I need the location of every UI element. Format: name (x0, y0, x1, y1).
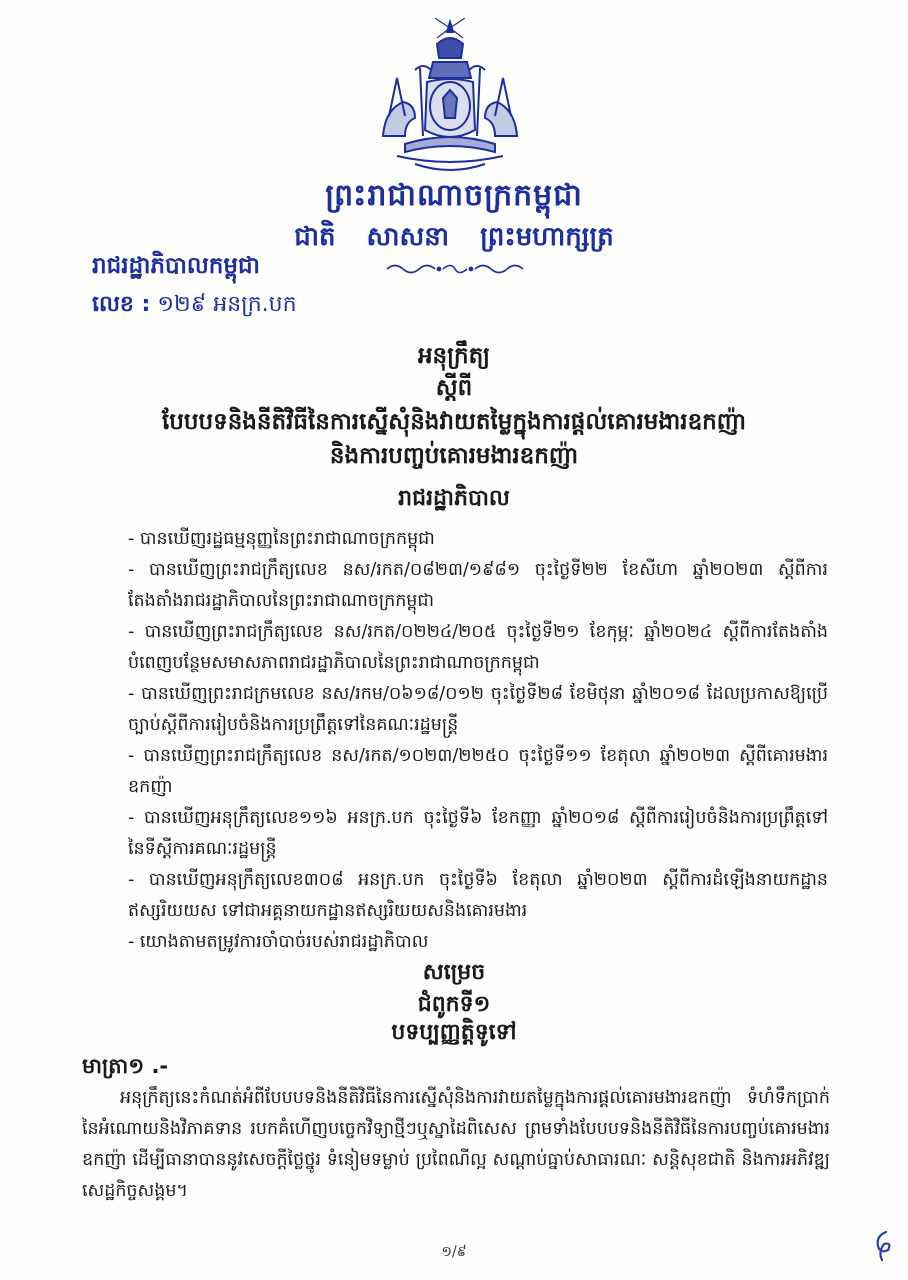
preamble-item: - បានឃើញអនុក្រឹត្យលេខ៣០៨ អនក្រ.បក ចុះថ្ងៃទី៦ ខែតុលា ឆ្នាំ២០២៣ ស្តីពីការដំឡើងនាយកដ្ឋានឥស្សរិយយស ទៅជាអគ្គនាយកដ្ឋានឥស្សរិយយសនិងគោរមងារ (128, 870, 828, 921)
preamble-item: - យោងតាមតម្រូវការចាំបាច់របស់រាជរដ្ឋាភិបាល (128, 932, 429, 952)
national-motto: ជាតិ សាសនា ព្រះមហាក្សត្រ (294, 222, 614, 252)
preamble-list (128, 524, 828, 958)
preamble-item: - បានឃើញព្រះរាជក្រឹត្យលេខ នស/រកត/០៨២៣/១៩៨១ ចុះថ្ងៃទី២២ ខែសីហា ឆ្នាំ២០២៣ ស្តីពីការតែងតាំងរាជរដ្ឋាភិបាលនៃព្រះរាជាណាចក្រកម្ពុជា (128, 560, 828, 611)
document-number-value: ១២៩ អនក្រ.បក (157, 292, 297, 317)
chapter-title: បទប្បញ្ញត្តិទូទៅ (391, 1020, 517, 1045)
handwritten-initial-mark (868, 1228, 896, 1264)
document-number-label: លេខ : (92, 292, 151, 317)
royal-coat-of-arms-emblem (375, 18, 525, 176)
decision-heading: សម្រេច (422, 960, 486, 985)
document-subject-line-2: និងការបញ្ចប់គោរមងារឧកញ៉ា (329, 443, 579, 469)
article-label: មាត្រា១ .- (82, 1054, 169, 1078)
preamble-item: - បានឃើញអនុក្រឹត្យលេខ១១៦ អនក្រ.បក ចុះថ្ងៃទី៦ ខែកញ្ញា ឆ្នាំ២០១៨ ស្តីពីការរៀបចំនិងការប្រព្រឹត្តទៅនៃទីស្តីការគណៈរដ្ឋមន្ត្រី (128, 808, 828, 859)
document-type-title: អនុក្រឹត្យ (417, 343, 491, 369)
preamble-item: - បានឃើញព្រះរាជក្រឹត្យលេខ នស/រកត/១០២៣/២២៥០ ចុះថ្ងៃទី១១ ខែតុលា ឆ្នាំ២០២៣ ស្តីពីគោរមងារឧកញ៉ា (128, 746, 828, 797)
preamble-item: - បានឃើញព្រះរាជក្រមលេខ នស/រកម/០៦១៨/០១២ ចុះថ្ងៃទី២៨ ខែមិថុនា ឆ្នាំ២០១៨ ដែលប្រកាសឱ្យប្រើច្បាប់ស្តីពីការរៀបចំនិងការប្រព្រឹត្តទៅនៃគណៈរដ្ឋមន្ត្រី (128, 684, 828, 735)
page-number: ១/៩ (441, 1244, 467, 1260)
decorative-divider-ornament (385, 262, 525, 276)
document-number (92, 290, 297, 322)
issuing-authority-heading: រាជរដ្ឋាភិបាល (398, 486, 510, 511)
kingdom-name-heading: ព្រះរាជាណាចក្រកម្ពុជា (325, 178, 583, 213)
preamble-item: - បានឃើញព្រះរាជក្រឹត្យលេខ នស/រកត/០២២៤/២០៥ ចុះថ្ងៃទី២១ ខែកុម្ភៈ ឆ្នាំ២០២៤ ស្តីពីការតែងតាំងបំពេញបន្ថែមសមាសភាពរាជរដ្ឋាភិបាលនៃព្រះរាជាណាចក្រកម្ពុជា (128, 622, 828, 673)
document-subject-line-1: បែបបទនិងនីតិវិធីនៃការស្នើសុំនិងវាយតម្លៃក្នុងការផ្តល់គោរមងារឧកញ៉ា (162, 409, 746, 435)
title-concerning: ស្តីពី (435, 375, 473, 401)
issuing-government-name: រាជរដ្ឋាភិបាលកម្ពុជា (92, 253, 260, 279)
preamble-item: - បានឃើញរដ្ឋធម្មនុញ្ញនៃព្រះរាជាណាចក្រកម្ពុជា (128, 529, 435, 549)
chapter-number: ជំពូកទី១ (417, 992, 491, 1017)
article-body: អនុក្រឹត្យនេះកំណត់អំពីបែបបទនិងនីតិវិធីនៃការស្នើសុំនិងការវាយតម្លៃក្នុងការផ្តល់គោរមងារឧកញ៉ា ទំហំទឹកប្រាក់នៃអំណោយនិងវិភាគទាន របកគំហើញបច្ចេកវិទ្យាថ្មីៗឬស្នាដៃពិសេស ព្រមទាំងបែបបទនិងនីតិវិធីនៃការបញ្ចប់គោរមងារឧកញ៉ា ដើម្បីធានាបាននូវសេចក្តីថ្លៃថ្នូរ ទំនៀមទម្លាប់ ប្រពៃណីល្អ សណ្តាប់ធ្នាប់សាធារណៈ សន្តិសុខជាតិ និងការអភិវឌ្ឍសេដ្ឋកិច្ចសង្គម។ (82, 1088, 830, 1201)
